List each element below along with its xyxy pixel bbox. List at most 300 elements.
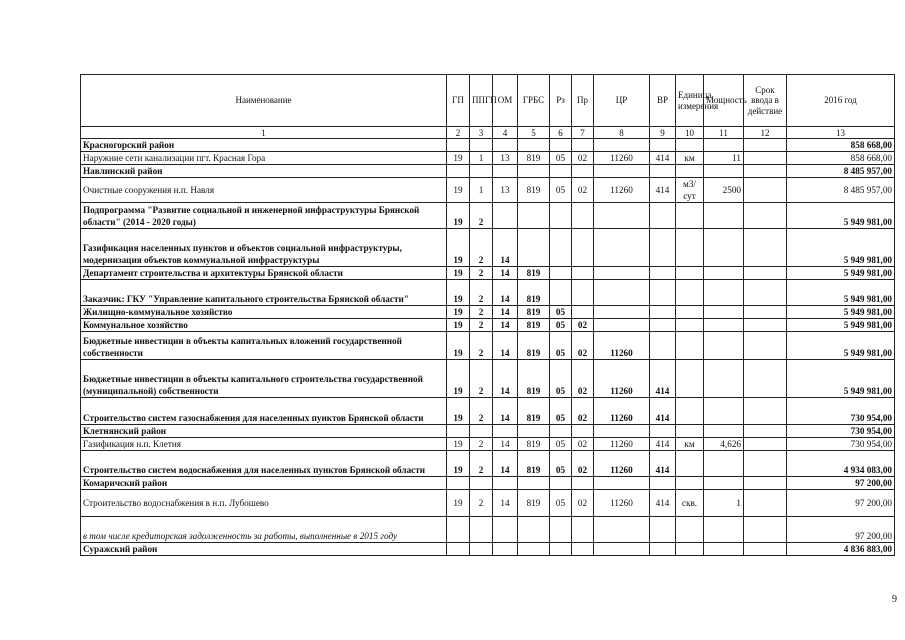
cell-pr: 02 xyxy=(572,319,594,332)
cell-rz: 05 xyxy=(550,490,572,517)
cell-grbs: 819 xyxy=(518,332,550,360)
cell-unit xyxy=(676,267,704,280)
cell-rz: 05 xyxy=(550,178,572,203)
cell-vr xyxy=(650,332,676,360)
cell-term xyxy=(744,306,787,319)
cell-amount: 5 949 981,00 xyxy=(787,267,895,280)
cell-pr: 02 xyxy=(572,398,594,425)
column-number: 3 xyxy=(470,127,493,139)
cell-ppgp: 2 xyxy=(470,398,493,425)
cell-gp xyxy=(447,543,470,556)
cell-grbs xyxy=(518,517,550,543)
cell-amount: 4 934 083,00 xyxy=(787,451,895,477)
cell-term xyxy=(744,139,787,152)
header-ppgp: ППГП xyxy=(470,75,493,127)
cell-vr: 414 xyxy=(650,490,676,517)
cell-om xyxy=(493,425,518,438)
cell-name: Бюджетные инвестиции в объекты капитальных вложений государственной собственности xyxy=(81,332,447,360)
cell-pr xyxy=(572,203,594,229)
cell-unit xyxy=(676,165,704,178)
cell-rz: 05 xyxy=(550,332,572,360)
cell-name: Бюджетные инвестиции в объекты капитального строительства государственной (муниципальной) собственности xyxy=(81,360,447,398)
table-row xyxy=(81,319,895,332)
cell-gp: 19 xyxy=(447,306,470,319)
cell-amount: 5 949 981,00 xyxy=(787,203,895,229)
cell-power xyxy=(704,398,744,425)
cell-cr xyxy=(594,267,650,280)
cell-rz xyxy=(550,477,572,490)
cell-cr xyxy=(594,477,650,490)
cell-name: Подпрограмма "Развитие социальной и инженерной инфраструктуры Брянской области" (2014 - 2020 годы) xyxy=(81,203,447,229)
cell-cr: 11260 xyxy=(594,152,650,165)
cell-grbs xyxy=(518,139,550,152)
cell-power xyxy=(704,306,744,319)
cell-grbs xyxy=(518,477,550,490)
cell-grbs: 819 xyxy=(518,398,550,425)
cell-name: Департамент строительства и архитектуры Брянской области xyxy=(81,267,447,280)
cell-name: Клетнянский район xyxy=(81,425,447,438)
cell-unit xyxy=(676,203,704,229)
cell-pr: 02 xyxy=(572,438,594,451)
header-year: 2016 год xyxy=(787,75,895,127)
cell-cr xyxy=(594,139,650,152)
cell-name: Строительство водоснабжения в н.п. Лубошево xyxy=(81,490,447,517)
cell-vr xyxy=(650,517,676,543)
cell-gp xyxy=(447,165,470,178)
cell-om: 14 xyxy=(493,280,518,306)
cell-grbs xyxy=(518,229,550,267)
cell-gp: 19 xyxy=(447,332,470,360)
cell-unit xyxy=(676,319,704,332)
cell-term xyxy=(744,319,787,332)
cell-power xyxy=(704,543,744,556)
cell-power xyxy=(704,360,744,398)
cell-gp: 19 xyxy=(447,438,470,451)
cell-amount: 730 954,00 xyxy=(787,425,895,438)
table-row xyxy=(81,332,895,360)
cell-rz xyxy=(550,517,572,543)
cell-cr: 11260 xyxy=(594,178,650,203)
cell-grbs: 819 xyxy=(518,267,550,280)
cell-pr xyxy=(572,543,594,556)
cell-amount: 97 200,00 xyxy=(787,490,895,517)
cell-vr xyxy=(650,319,676,332)
cell-ppgp: 2 xyxy=(470,360,493,398)
cell-om xyxy=(493,477,518,490)
cell-vr: 414 xyxy=(650,398,676,425)
cell-vr: 414 xyxy=(650,178,676,203)
cell-unit xyxy=(676,398,704,425)
cell-grbs xyxy=(518,543,550,556)
budget-table xyxy=(80,74,895,556)
cell-pr xyxy=(572,280,594,306)
cell-ppgp xyxy=(470,543,493,556)
cell-om: 14 xyxy=(493,229,518,267)
cell-amount: 5 949 981,00 xyxy=(787,332,895,360)
page-number: 9 xyxy=(892,594,897,605)
cell-ppgp: 2 xyxy=(470,280,493,306)
cell-ppgp: 2 xyxy=(470,229,493,267)
cell-gp xyxy=(447,477,470,490)
cell-gp: 19 xyxy=(447,178,470,203)
cell-term xyxy=(744,152,787,165)
cell-vr xyxy=(650,306,676,319)
cell-cr: 11260 xyxy=(594,398,650,425)
cell-om: 13 xyxy=(493,178,518,203)
cell-cr: 11260 xyxy=(594,360,650,398)
cell-rz xyxy=(550,543,572,556)
cell-ppgp: 2 xyxy=(470,267,493,280)
cell-vr: 414 xyxy=(650,451,676,477)
cell-rz xyxy=(550,280,572,306)
cell-gp: 19 xyxy=(447,152,470,165)
cell-grbs xyxy=(518,425,550,438)
table-row xyxy=(81,490,895,517)
cell-ppgp: 2 xyxy=(470,332,493,360)
cell-cr xyxy=(594,319,650,332)
cell-power xyxy=(704,451,744,477)
cell-unit xyxy=(676,425,704,438)
cell-rz xyxy=(550,425,572,438)
cell-ppgp: 2 xyxy=(470,203,493,229)
header-unit: Единица измерения xyxy=(676,75,704,127)
cell-pr xyxy=(572,139,594,152)
table-row xyxy=(81,178,895,203)
table-row xyxy=(81,139,895,152)
cell-name: Навлинский район xyxy=(81,165,447,178)
cell-vr xyxy=(650,280,676,306)
cell-cr xyxy=(594,543,650,556)
cell-unit xyxy=(676,139,704,152)
cell-amount: 858 668,00 xyxy=(787,139,895,152)
cell-grbs: 819 xyxy=(518,360,550,398)
cell-amount: 5 949 981,00 xyxy=(787,229,895,267)
cell-grbs: 819 xyxy=(518,319,550,332)
cell-vr xyxy=(650,267,676,280)
cell-cr: 11260 xyxy=(594,438,650,451)
cell-power xyxy=(704,139,744,152)
cell-gp: 19 xyxy=(447,360,470,398)
cell-gp: 19 xyxy=(447,280,470,306)
cell-amount: 858 668,00 xyxy=(787,152,895,165)
cell-term xyxy=(744,267,787,280)
cell-vr: 414 xyxy=(650,152,676,165)
cell-grbs: 819 xyxy=(518,451,550,477)
table-row xyxy=(81,152,895,165)
cell-pr: 02 xyxy=(572,332,594,360)
header-name: Наименование xyxy=(81,75,447,127)
cell-amount: 8 485 957,00 xyxy=(787,178,895,203)
cell-amount: 5 949 981,00 xyxy=(787,306,895,319)
cell-term xyxy=(744,477,787,490)
cell-grbs: 819 xyxy=(518,152,550,165)
table-row xyxy=(81,451,895,477)
cell-name: Комаричский район xyxy=(81,477,447,490)
cell-rz xyxy=(550,267,572,280)
cell-name: Заказчик: ГКУ "Управление капитального строительства Брянской области" xyxy=(81,280,447,306)
table-row xyxy=(81,203,895,229)
cell-pr xyxy=(572,477,594,490)
cell-amount: 4 836 883,00 xyxy=(787,543,895,556)
header-grbs: ГРБС xyxy=(518,75,550,127)
cell-vr xyxy=(650,425,676,438)
table-row xyxy=(81,543,895,556)
header-cr: ЦР xyxy=(594,75,650,127)
column-number: 2 xyxy=(447,127,470,139)
cell-gp: 19 xyxy=(447,398,470,425)
cell-cr xyxy=(594,203,650,229)
cell-term xyxy=(744,438,787,451)
cell-vr xyxy=(650,139,676,152)
cell-power xyxy=(704,517,744,543)
cell-unit: км xyxy=(676,438,704,451)
cell-om xyxy=(493,139,518,152)
cell-unit xyxy=(676,229,704,267)
cell-gp xyxy=(447,139,470,152)
cell-grbs: 819 xyxy=(518,306,550,319)
cell-name: Газификация населенных пунктов и объектов социальной инфраструктуры, модернизация объектов коммунальной инфраструктуры xyxy=(81,229,447,267)
cell-vr xyxy=(650,543,676,556)
table-body xyxy=(81,139,895,556)
cell-vr xyxy=(650,229,676,267)
cell-term xyxy=(744,280,787,306)
header-pr: Пр xyxy=(572,75,594,127)
cell-ppgp: 2 xyxy=(470,490,493,517)
column-number: 13 xyxy=(787,127,895,139)
cell-om: 14 xyxy=(493,306,518,319)
cell-power xyxy=(704,319,744,332)
cell-pr: 02 xyxy=(572,152,594,165)
cell-term xyxy=(744,178,787,203)
cell-term xyxy=(744,229,787,267)
cell-rz: 05 xyxy=(550,152,572,165)
table-row xyxy=(81,477,895,490)
cell-term xyxy=(744,398,787,425)
cell-cr: 11260 xyxy=(594,490,650,517)
cell-cr xyxy=(594,165,650,178)
cell-om xyxy=(493,543,518,556)
cell-term xyxy=(744,451,787,477)
table-row xyxy=(81,229,895,267)
column-number: 5 xyxy=(518,127,550,139)
cell-grbs: 819 xyxy=(518,280,550,306)
cell-ppgp: 1 xyxy=(470,178,493,203)
cell-grbs: 819 xyxy=(518,178,550,203)
table-row xyxy=(81,425,895,438)
column-number: 11 xyxy=(704,127,744,139)
header-vr: ВР xyxy=(650,75,676,127)
cell-om: 14 xyxy=(493,319,518,332)
cell-power xyxy=(704,280,744,306)
header-gp: ГП xyxy=(447,75,470,127)
cell-cr xyxy=(594,517,650,543)
column-number: 6 xyxy=(550,127,572,139)
cell-unit xyxy=(676,280,704,306)
cell-ppgp: 2 xyxy=(470,319,493,332)
cell-vr xyxy=(650,165,676,178)
cell-power: 2500 xyxy=(704,178,744,203)
header-term: Срок ввода в действие xyxy=(744,75,787,127)
cell-grbs xyxy=(518,203,550,229)
cell-term xyxy=(744,203,787,229)
cell-power: 11 xyxy=(704,152,744,165)
cell-term xyxy=(744,543,787,556)
table-row xyxy=(81,360,895,398)
cell-gp: 19 xyxy=(447,203,470,229)
cell-term xyxy=(744,490,787,517)
cell-gp xyxy=(447,517,470,543)
cell-unit xyxy=(676,543,704,556)
cell-pr xyxy=(572,229,594,267)
cell-unit xyxy=(676,451,704,477)
cell-name: Коммунальное хозяйство xyxy=(81,319,447,332)
table-row xyxy=(81,517,895,543)
cell-name: в том числе кредиторская задолженность за работы, выполненные в 2015 году xyxy=(81,517,447,543)
cell-name: Красногорский район xyxy=(81,139,447,152)
cell-power xyxy=(704,229,744,267)
cell-ppgp: 1 xyxy=(470,152,493,165)
cell-pr: 02 xyxy=(572,178,594,203)
cell-name: Газификация н.п. Клетня xyxy=(81,438,447,451)
cell-name: Очистные сооружения н.п. Навля xyxy=(81,178,447,203)
cell-name: Строительство систем газоснабжения для населенных пунктов Брянской области xyxy=(81,398,447,425)
cell-power xyxy=(704,477,744,490)
cell-gp: 19 xyxy=(447,319,470,332)
cell-power xyxy=(704,425,744,438)
cell-ppgp xyxy=(470,517,493,543)
cell-unit xyxy=(676,517,704,543)
cell-power xyxy=(704,203,744,229)
cell-amount: 730 954,00 xyxy=(787,438,895,451)
cell-vr xyxy=(650,477,676,490)
cell-om: 14 xyxy=(493,398,518,425)
cell-amount: 5 949 981,00 xyxy=(787,360,895,398)
cell-pr xyxy=(572,306,594,319)
cell-rz: 05 xyxy=(550,438,572,451)
cell-ppgp xyxy=(470,477,493,490)
cell-rz xyxy=(550,203,572,229)
cell-grbs: 819 xyxy=(518,438,550,451)
cell-power: 4,626 xyxy=(704,438,744,451)
cell-ppgp: 2 xyxy=(470,438,493,451)
cell-ppgp xyxy=(470,425,493,438)
cell-ppgp xyxy=(470,139,493,152)
cell-cr: 11260 xyxy=(594,451,650,477)
table-row xyxy=(81,267,895,280)
cell-term xyxy=(744,332,787,360)
cell-name: Жилищно-коммунальное хозяйство xyxy=(81,306,447,319)
cell-pr: 02 xyxy=(572,360,594,398)
cell-term xyxy=(744,360,787,398)
cell-gp xyxy=(447,425,470,438)
cell-rz xyxy=(550,165,572,178)
cell-unit: км xyxy=(676,152,704,165)
cell-om: 13 xyxy=(493,152,518,165)
cell-gp: 19 xyxy=(447,267,470,280)
cell-term xyxy=(744,517,787,543)
column-number: 10 xyxy=(676,127,704,139)
cell-vr xyxy=(650,203,676,229)
cell-rz: 05 xyxy=(550,306,572,319)
cell-amount: 8 485 957,00 xyxy=(787,165,895,178)
cell-ppgp: 2 xyxy=(470,306,493,319)
cell-vr: 414 xyxy=(650,360,676,398)
cell-gp: 19 xyxy=(447,229,470,267)
cell-pr: 02 xyxy=(572,451,594,477)
cell-unit xyxy=(676,306,704,319)
cell-unit: м3/сут xyxy=(676,178,704,203)
cell-grbs: 819 xyxy=(518,490,550,517)
cell-cr xyxy=(594,229,650,267)
cell-grbs xyxy=(518,165,550,178)
column-number-row xyxy=(81,127,895,139)
cell-cr: 11260 xyxy=(594,332,650,360)
cell-vr: 414 xyxy=(650,438,676,451)
cell-name: Строительство систем водоснабжения для населенных пунктов Брянской области xyxy=(81,451,447,477)
cell-power: 1 xyxy=(704,490,744,517)
cell-unit xyxy=(676,332,704,360)
cell-om: 14 xyxy=(493,490,518,517)
cell-amount: 97 200,00 xyxy=(787,517,895,543)
cell-rz: 05 xyxy=(550,319,572,332)
cell-name: Суражский район xyxy=(81,543,447,556)
cell-amount: 5 949 981,00 xyxy=(787,319,895,332)
cell-om xyxy=(493,203,518,229)
table-row xyxy=(81,280,895,306)
cell-om: 14 xyxy=(493,332,518,360)
cell-om xyxy=(493,165,518,178)
cell-power xyxy=(704,267,744,280)
cell-om xyxy=(493,517,518,543)
cell-gp: 19 xyxy=(447,490,470,517)
cell-om: 14 xyxy=(493,360,518,398)
cell-pr xyxy=(572,425,594,438)
cell-cr xyxy=(594,306,650,319)
cell-cr xyxy=(594,425,650,438)
cell-power xyxy=(704,332,744,360)
cell-om: 14 xyxy=(493,267,518,280)
table-row xyxy=(81,438,895,451)
cell-ppgp xyxy=(470,165,493,178)
header-power: Мощность xyxy=(704,75,744,127)
cell-om: 14 xyxy=(493,438,518,451)
cell-ppgp: 2 xyxy=(470,451,493,477)
column-number: 9 xyxy=(650,127,676,139)
cell-amount: 5 949 981,00 xyxy=(787,280,895,306)
cell-pr xyxy=(572,165,594,178)
cell-name: Наружние сети канализации пгт. Красная Гора xyxy=(81,152,447,165)
table-row xyxy=(81,165,895,178)
cell-power xyxy=(704,165,744,178)
cell-rz xyxy=(550,139,572,152)
column-number: 8 xyxy=(594,127,650,139)
cell-pr: 02 xyxy=(572,490,594,517)
cell-amount: 730 954,00 xyxy=(787,398,895,425)
cell-unit: скв. xyxy=(676,490,704,517)
table-row xyxy=(81,398,895,425)
cell-rz: 05 xyxy=(550,360,572,398)
header-row xyxy=(81,75,895,127)
cell-gp: 19 xyxy=(447,451,470,477)
cell-rz xyxy=(550,229,572,267)
cell-amount: 97 200,00 xyxy=(787,477,895,490)
column-number: 12 xyxy=(744,127,787,139)
cell-term xyxy=(744,425,787,438)
cell-unit xyxy=(676,477,704,490)
header-om: ОМ xyxy=(493,75,518,127)
column-number: 1 xyxy=(81,127,447,139)
cell-unit xyxy=(676,360,704,398)
